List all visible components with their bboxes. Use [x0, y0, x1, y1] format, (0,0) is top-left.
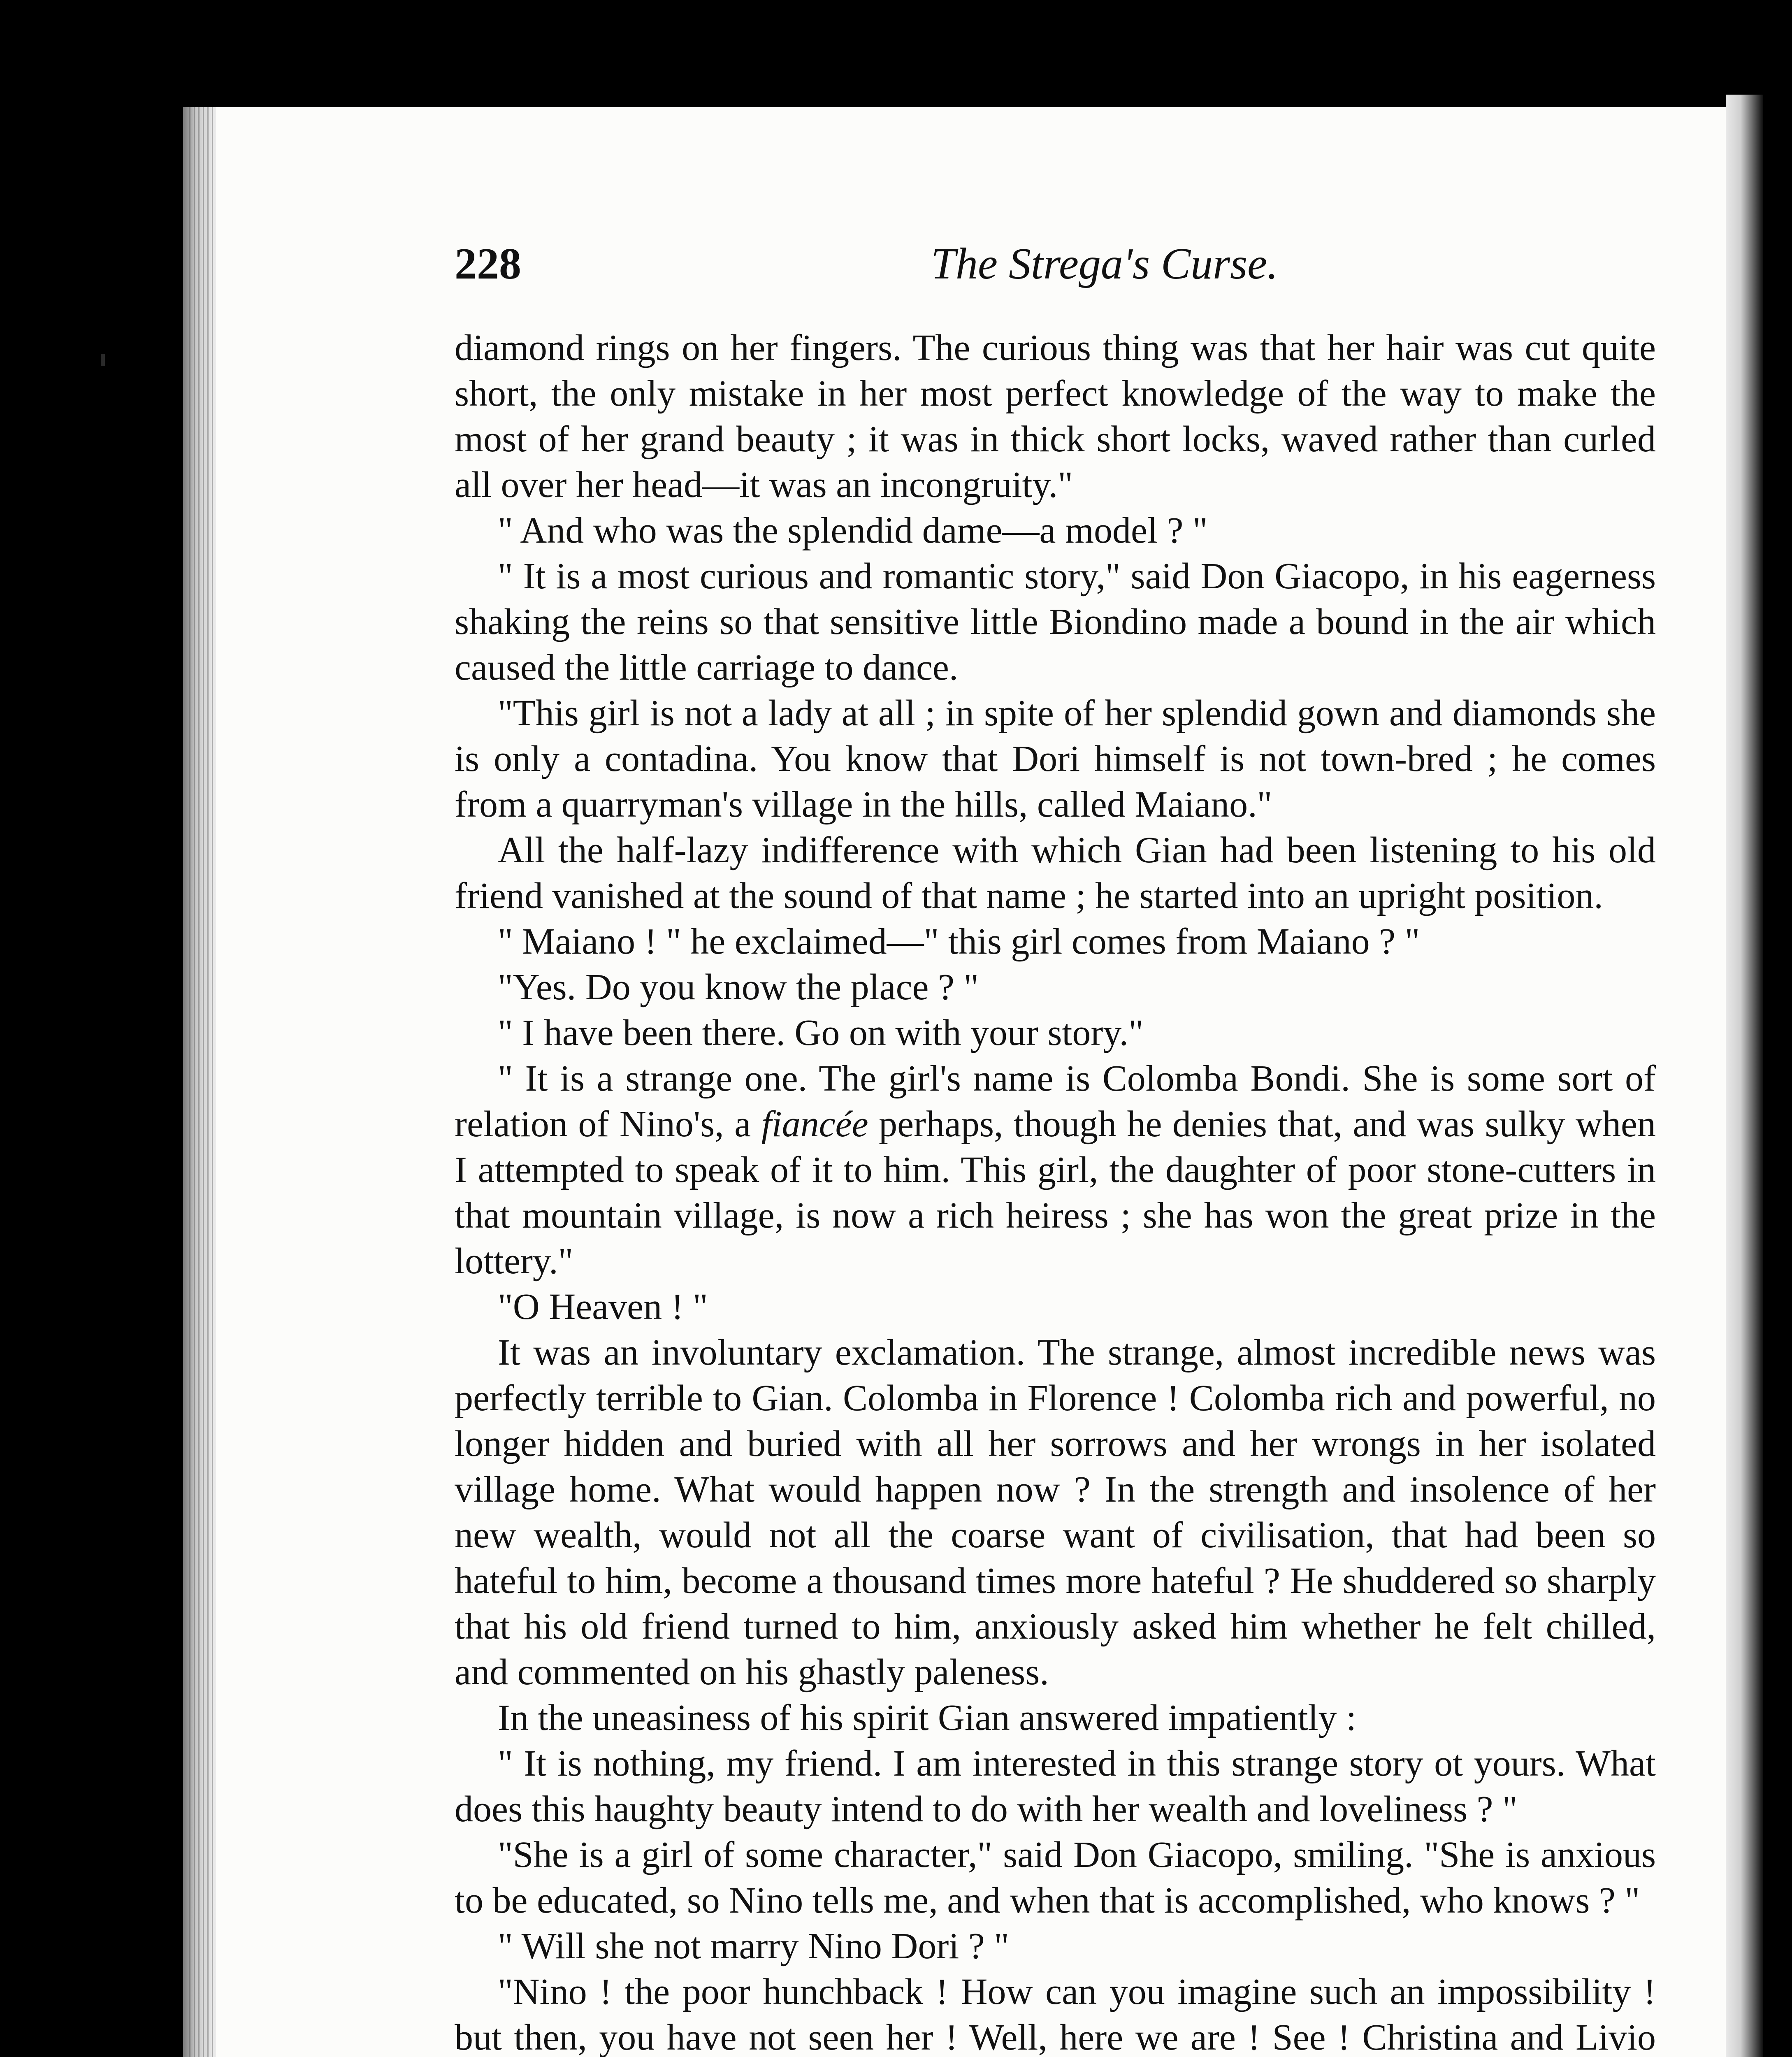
paragraph: All the half-lazy indifference with which Gian had been listening to his old friend vanished at the sound of that name ; he started into an upright position. — [455, 830, 1656, 916]
scan-mark — [101, 354, 105, 366]
italic-word: fiancée — [761, 1104, 868, 1145]
page-number: 228 — [455, 239, 521, 288]
paragraph-text: perhaps, though he denies that, and was sulky when I attempted to speak of it to him. This girl, the daughter of poor stone-cutters in that mountain village, is now a rich heiress ; she has won the great prize in the lottery." — [455, 1104, 1656, 1282]
paragraph: It was an involuntary exclamation. The strange, almost incredible news was perfectly terrible to Gian. Colomba in Florence ! Colomba rich and powerful, no longer hidden and buried with all her sorrows and her wrongs in her isolated village home. What would happen now ? In the strength and insolence of her new wealth, would not all the coarse want of civilisation, that had been so hateful to him, become a thousand times more hateful ? He shuddered so sharply that his old friend turned to him, anxiously asked him whether he felt chilled, and commented on his ghastly paleness. — [455, 1332, 1656, 1692]
paragraph: "O Heaven ! " — [498, 1286, 708, 1327]
paragraph: diamond rings on her fingers. The curious thing was that her hair was cut quite short, the only mistake in her most perfect knowledge of the way to make the most of her grand beauty ; it was in thick short locks, waved rather than curled all over her head—it was an incongruity." — [455, 327, 1656, 505]
page-header — [455, 239, 1656, 300]
paragraph: In the uneasiness of his spirit Gian answered impatiently : — [498, 1697, 1357, 1738]
paragraph-text: " It is a strange one. The girl's name is Colomba Bondi. She is some sort of relation of Nino's, a — [455, 1058, 1656, 1145]
paragraph: " It is nothing, my friend. I am interested in this strange story ot yours. What does this haughty beauty intend to do with her wealth and loveliness ? " — [455, 1743, 1656, 1829]
next-page-edge — [1726, 95, 1763, 2057]
paragraph: "Yes. Do you know the place ? " — [498, 967, 979, 1008]
page-edge-lines — [189, 107, 214, 2057]
body-text — [455, 325, 1656, 2057]
paragraph — [455, 1056, 1656, 1284]
paragraph: " It is a most curious and romantic story," said Don Giacopo, in his eagerness shaking the reins so that sensitive little Biondino made a bound in the air which caused the little carriage to dance. — [455, 556, 1656, 688]
paragraph: "She is a girl of some character," said Don Giacopo, smiling. "She is anxious to be educated, so Nino tells me, and when that is accomplished, who knows ? " — [455, 1834, 1656, 1921]
paragraph: " Will she not marry Nino Dori ? " — [498, 1926, 1009, 1966]
paragraph: "This girl is not a lady at all ; in spite of her splendid gown and diamonds she is only a contadina. You know that Dori himself is not town-bred ; he comes from a quarryman's village in the hills, called Maiano." — [455, 693, 1656, 825]
paragraph: " Maiano ! " he exclaimed—" this girl comes from Maiano ? " — [498, 921, 1420, 962]
running-title: The Strega's Curse. — [931, 239, 1279, 288]
paragraph: " And who was the splendid dame—a model ? " — [498, 510, 1208, 551]
paragraph: "Nino ! the poor hunchback ! How can you imagine such an impossibility ! but then, you have not seen her ! Well, here we are ! See ! Christina and Livio — [455, 1971, 1656, 2057]
paragraph: " I have been there. Go on with your story." — [498, 1012, 1144, 1053]
